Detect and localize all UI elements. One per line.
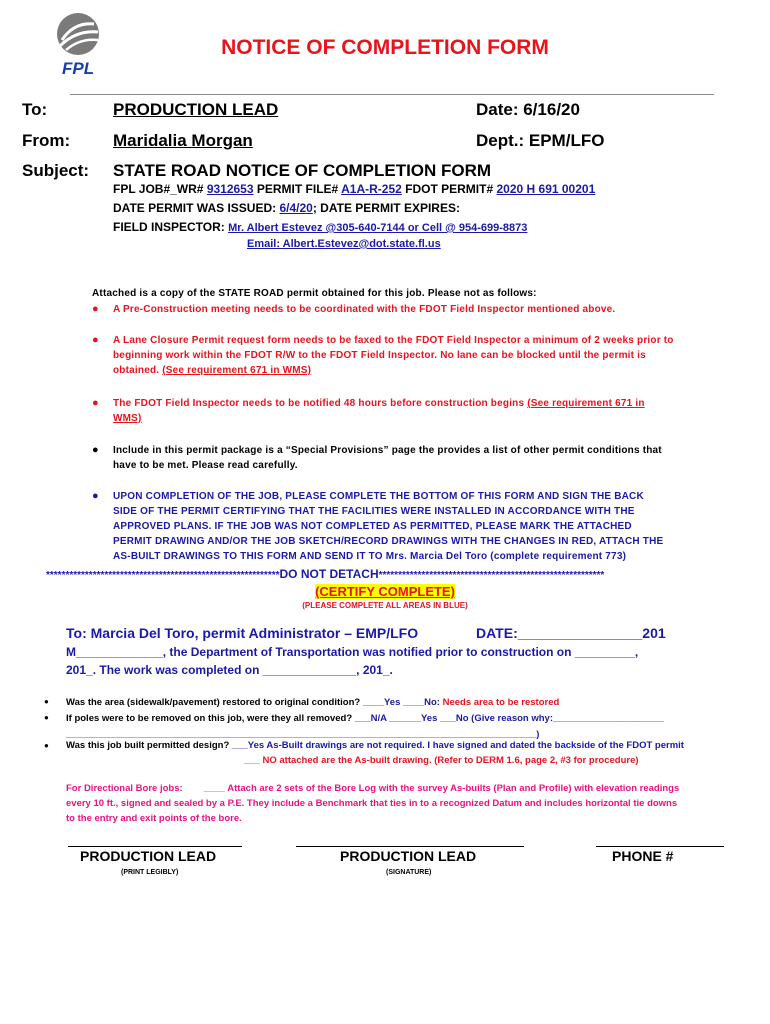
bullet-4: [113, 443, 662, 473]
issued-line: [113, 201, 460, 215]
phone-line: [596, 846, 724, 847]
bullet-5-line: AS-BUILT DRAWINGS TO THIS FORM AND SEND IT TO Mrs. Marcia Del Toro (complete requirement 773): [113, 551, 627, 562]
do-not-detach-text: DO NOT DETACH: [279, 567, 379, 581]
bullet-2-line: [113, 363, 674, 378]
bullet-5-line: APPROVED PLANS. IF THE JOB WAS NOT COMPLETED AS PERMITTED, PLEASE MARK THE ATTACHED: [113, 521, 632, 532]
separator-stars: ************************************************************: [46, 570, 280, 581]
bullet-1: A Pre-Construction meeting needs to be coordinated with the FDOT Field Inspector mentioned above.: [113, 304, 616, 315]
bullet-3-line: WMS): [113, 413, 142, 424]
bore-line: [66, 781, 679, 796]
separator-stars: **********************************************************: [378, 570, 605, 581]
bullet-5-line: UPON COMPLETION OF THE JOB, PLEASE COMPLETE THE BOTTOM OF THIS FORM AND SIGN THE BACK: [113, 491, 644, 502]
question-restored: [66, 697, 559, 708]
signature-caption: (SIGNATURE): [386, 869, 432, 876]
bullet-dot: ●: [44, 697, 49, 706]
certify-complete: (CERTIFY COMPLETE): [315, 584, 455, 599]
issued-label: DATE PERMIT WAS ISSUED:: [113, 201, 277, 215]
bullet-3-line: [113, 396, 645, 411]
bullet-2: [113, 333, 674, 378]
expires-label: ; DATE PERMIT EXPIRES:: [312, 201, 460, 215]
bore-line: every 10 ft., signed and sealed by a P.E. They include a Benchmark that ties in to a recognized Datum and includes horizontal tie downs: [66, 798, 678, 809]
certify-wrap: [0, 583, 770, 601]
poles-reason-line[interactable]: _________________________________________________________________________________________): [66, 729, 540, 740]
title-divider: [70, 94, 714, 95]
permit-line: [113, 182, 595, 196]
file-label: PERMIT FILE#: [256, 182, 339, 196]
signature-line: [296, 846, 524, 847]
bullet-2-line: A Lane Closure Permit request form needs to be faxed to the FDOT Field Inspector a minimum of 2 weeks prior to: [113, 335, 674, 346]
restored-note: Needs area to be restored: [442, 697, 560, 708]
poles-answer[interactable]: ___N/A ______Yes ___No (Give reason why:_____________________: [354, 713, 664, 724]
bullet-3: [113, 396, 645, 426]
print-caption: (PRINT LEGIBLY): [121, 869, 179, 876]
job-number: 9312653: [206, 182, 254, 196]
built-no-answer[interactable]: ___ NO attached are the As-built drawing. (Refer to DERM 1.6, page 2, #3 for procedure): [244, 755, 639, 766]
signature-value[interactable]: PRODUCTION LEAD: [340, 848, 477, 864]
bullet-dot: ●: [92, 397, 99, 409]
dept-label: Dept.: EPM/LFO: [476, 131, 605, 150]
phone-label[interactable]: PHONE #: [612, 848, 674, 864]
certify-note: (PLEASE COMPLETE ALL AREAS IN BLUE): [302, 601, 468, 610]
bullet-2-line: beginning work within the FDOT R/W to the FDOT Field Inspector. No lane can be blocked until the permit is: [113, 350, 646, 361]
bullet-5-line: PERMIT DRAWING AND/OR THE JOB SKETCH/RECORD DRAWINGS WITH THE CHANGES IN RED, ATTACH THE: [113, 536, 664, 547]
bullet-5-line: SIDE OF THE PERMIT CERTIFYING THAT THE FACILITIES WERE INSTALLED IN ACCORDANCE WITH THE: [113, 506, 635, 517]
bore-attach[interactable]: ____ Attach are 2 sets of the Bore Log with the survey As-builts (Plan and Profile) with elevation readings: [203, 783, 680, 794]
built-yes-answer[interactable]: ___Yes As-Built drawings are not required. I have signed and dated the backside of the FDOT permit: [231, 740, 684, 751]
form-date-field[interactable]: DATE:________________201: [476, 625, 666, 641]
form-to-line: To: Marcia Del Toro, permit Administrator – EMP/LFO: [66, 625, 419, 641]
from-label: From:: [22, 131, 71, 150]
question-text: If poles were to be removed on this job, were they all removed?: [66, 713, 353, 724]
question-poles: [66, 713, 664, 724]
notified-line[interactable]: M_____________, the Department of Transportation was notified prior to construction on _________,: [66, 645, 639, 659]
do-not-detach-separator: [46, 567, 726, 581]
print-name-line: [68, 846, 242, 847]
bullet-dot: ●: [44, 741, 49, 750]
subject-label: Subject:: [22, 161, 90, 180]
question-text: Was this job built permitted design?: [66, 740, 230, 751]
intro-text: Attached is a copy of the STATE ROAD permit obtained for this job. Please not as follows:: [92, 288, 537, 299]
inspector-line: [113, 220, 527, 234]
job-prefix: FPL JOB#_WR#: [113, 182, 204, 196]
bullet-dot: ●: [92, 334, 99, 346]
directional-bore-note: [66, 781, 679, 826]
bore-line: to the entry and exit points of the bore.: [66, 813, 242, 824]
from-value: Maridalia Morgan: [113, 131, 253, 150]
question-text: Was the area (sidewalk/pavement) restored to original condition?: [66, 697, 361, 708]
subject-value: STATE ROAD NOTICE OF COMPLETION FORM: [113, 161, 492, 180]
to-label: To:: [22, 100, 48, 119]
bullet-4-line: Include in this permit package is a “Special Provisions” page the provides a list of other permit conditions that: [113, 445, 662, 456]
inspector-label: FIELD INSPECTOR:: [113, 220, 225, 234]
inspector-email[interactable]: Email: Albert.Estevez@dot.state.fl.us: [247, 238, 441, 250]
fdot-number: 2020 H 691 00201: [496, 182, 596, 196]
issued-date: 6/4/20: [279, 201, 313, 215]
completed-line[interactable]: 201_. The work was completed on ______________, 201_.: [66, 663, 393, 677]
requirement-671-link: (See requirement 671 in: [527, 398, 645, 409]
fdot-label: FDOT PERMIT#: [405, 182, 494, 196]
restored-answer[interactable]: ____Yes ____No:: [362, 697, 440, 708]
file-number: A1A-R-252: [341, 182, 402, 196]
bullet-dot: ●: [92, 303, 99, 315]
bullet-3-text: The FDOT Field Inspector needs to be notified 48 hours before construction begins: [113, 398, 528, 409]
form-title: NOTICE OF COMPLETION FORM: [221, 36, 549, 59]
svg-text:FPL: FPL: [62, 59, 95, 76]
bullet-2-text: obtained.: [113, 365, 163, 376]
to-value: PRODUCTION LEAD: [113, 100, 279, 119]
question-built-design: [66, 740, 684, 751]
date-label: Date: 6/16/20: [476, 100, 580, 119]
bore-label: For Directional Bore jobs:: [66, 783, 183, 794]
bullet-dot: ●: [44, 713, 49, 722]
print-name-value[interactable]: PRODUCTION LEAD: [80, 848, 217, 864]
bullet-dot: ●: [92, 444, 99, 456]
bullet-dot: ●: [92, 490, 99, 502]
bullet-5: [113, 489, 663, 564]
bullet-4-line: have to be met. Please read carefully.: [113, 460, 298, 471]
requirement-671-link: (See requirement 671 in WMS): [162, 365, 312, 376]
inspector-value: Mr. Albert Estevez @305-640-7144 or Cell @ 954-699-8873: [228, 222, 528, 234]
